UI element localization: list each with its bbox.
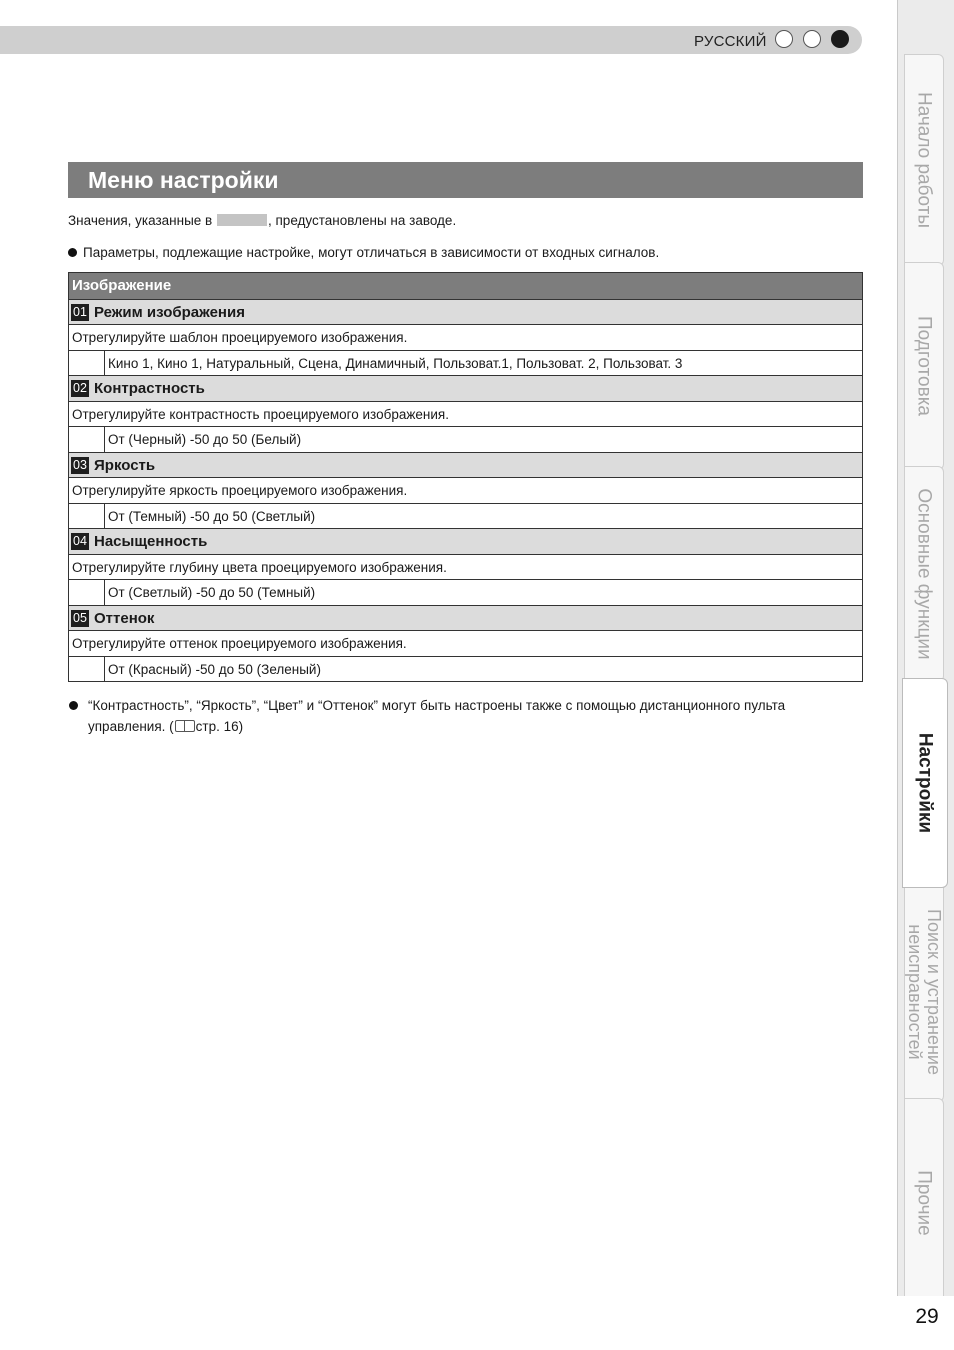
section-values: Кино 1, Кино 1, Натуральный, Сцена, Динамичный, Пользоват.1, Пользоват. 2, Пользоват. 3 — [108, 355, 683, 371]
language-bar — [0, 26, 862, 54]
bullet-icon — [68, 248, 77, 257]
section-row — [69, 299, 862, 325]
footnote — [68, 695, 858, 737]
signal-note — [68, 245, 659, 260]
factory-note-after: , предустановлены на заводе. — [268, 213, 457, 228]
tab-settings[interactable] — [902, 678, 948, 888]
section-title: Яркость — [94, 456, 156, 474]
section-row — [69, 375, 862, 401]
language-label: РУССКИЙ — [694, 33, 767, 50]
values-row — [69, 426, 862, 452]
page-title-bar — [68, 162, 863, 198]
footnote-page-ref[interactable]: стр. 16) — [195, 719, 244, 734]
section-number: 01 — [71, 304, 89, 321]
settings-table — [68, 272, 863, 682]
section-title: Режим изображения — [94, 303, 245, 321]
section-number: 05 — [71, 610, 89, 627]
tab-label: Начало работы — [913, 91, 935, 229]
tab-troubleshooting[interactable] — [904, 882, 944, 1102]
section-values: От (Черный) -50 до 50 (Белый) — [108, 432, 302, 447]
section-row — [69, 452, 862, 478]
tab-label: Прочие — [913, 1170, 935, 1236]
section-values: От (Темный) -50 до 50 (Светлый) — [108, 508, 316, 524]
tab-label: Подготовка — [913, 315, 935, 417]
section-description: Отрегулируйте контрастность проецируемого изображения. — [72, 406, 449, 422]
section-title: Насыщенность — [94, 533, 208, 550]
page-title: Меню настройки — [88, 167, 279, 193]
section-description: Отрегулируйте яркость проецируемого изображения. — [72, 483, 408, 498]
description-row — [69, 630, 862, 656]
section-number: 04 — [71, 533, 89, 550]
table-header — [69, 273, 862, 299]
tab-getting-started[interactable] — [904, 54, 944, 266]
values-row — [69, 579, 862, 605]
bullet-icon — [69, 701, 78, 710]
book-reference-icon — [175, 720, 195, 732]
table-header-label: Изображение — [72, 277, 172, 294]
chapter-tabs — [897, 0, 954, 1350]
tab-other[interactable] — [904, 1098, 944, 1308]
values-row — [69, 350, 862, 376]
section-description: Отрегулируйте глубину цвета проецируемого изображения. — [72, 559, 447, 575]
description-row — [69, 477, 862, 503]
section-description: Отрегулируйте оттенок проецируемого изображения. — [72, 636, 407, 651]
section-number: 02 — [71, 380, 89, 397]
circle-icon — [803, 30, 821, 48]
footnote-text: “Контрастность”, “Яркость”, “Цвет” и “Оттенок” могут быть настроены также с помощью дистанционного пульта управления. ( — [88, 698, 786, 734]
tab-label: Поиск и устранение неисправностей — [905, 909, 944, 1075]
section-row — [69, 605, 862, 631]
section-values: От (Красный) -50 до 50 (Зеленый) — [108, 661, 321, 677]
factory-default-swatch — [217, 214, 267, 226]
section-title: Оттенок — [94, 609, 155, 627]
circle-icon — [775, 30, 793, 48]
factory-note — [68, 213, 456, 228]
page-number: 29 — [915, 1305, 939, 1328]
description-row — [69, 554, 862, 580]
section-title: Контрастность — [94, 380, 205, 397]
tab-basic-functions[interactable] — [904, 466, 944, 682]
signal-note-text: Параметры, подлежащие настройке, могут отличаться в зависимости от входных сигналов. — [83, 245, 660, 260]
section-row — [69, 528, 862, 554]
filled-circle-icon — [831, 30, 849, 48]
factory-note-before: Значения, указанные в — [68, 213, 213, 228]
description-row — [69, 401, 862, 427]
tab-preparation[interactable] — [904, 262, 944, 470]
values-row — [69, 656, 862, 682]
section-description: Отрегулируйте шаблон проецируемого изображения. — [72, 330, 408, 345]
section-values: От (Светлый) -50 до 50 (Темный) — [108, 585, 316, 600]
tab-label: Настройки — [914, 732, 936, 834]
description-row — [69, 324, 862, 350]
section-number: 03 — [71, 457, 89, 474]
values-row — [69, 503, 862, 529]
tab-label: Основные функции — [913, 488, 935, 660]
